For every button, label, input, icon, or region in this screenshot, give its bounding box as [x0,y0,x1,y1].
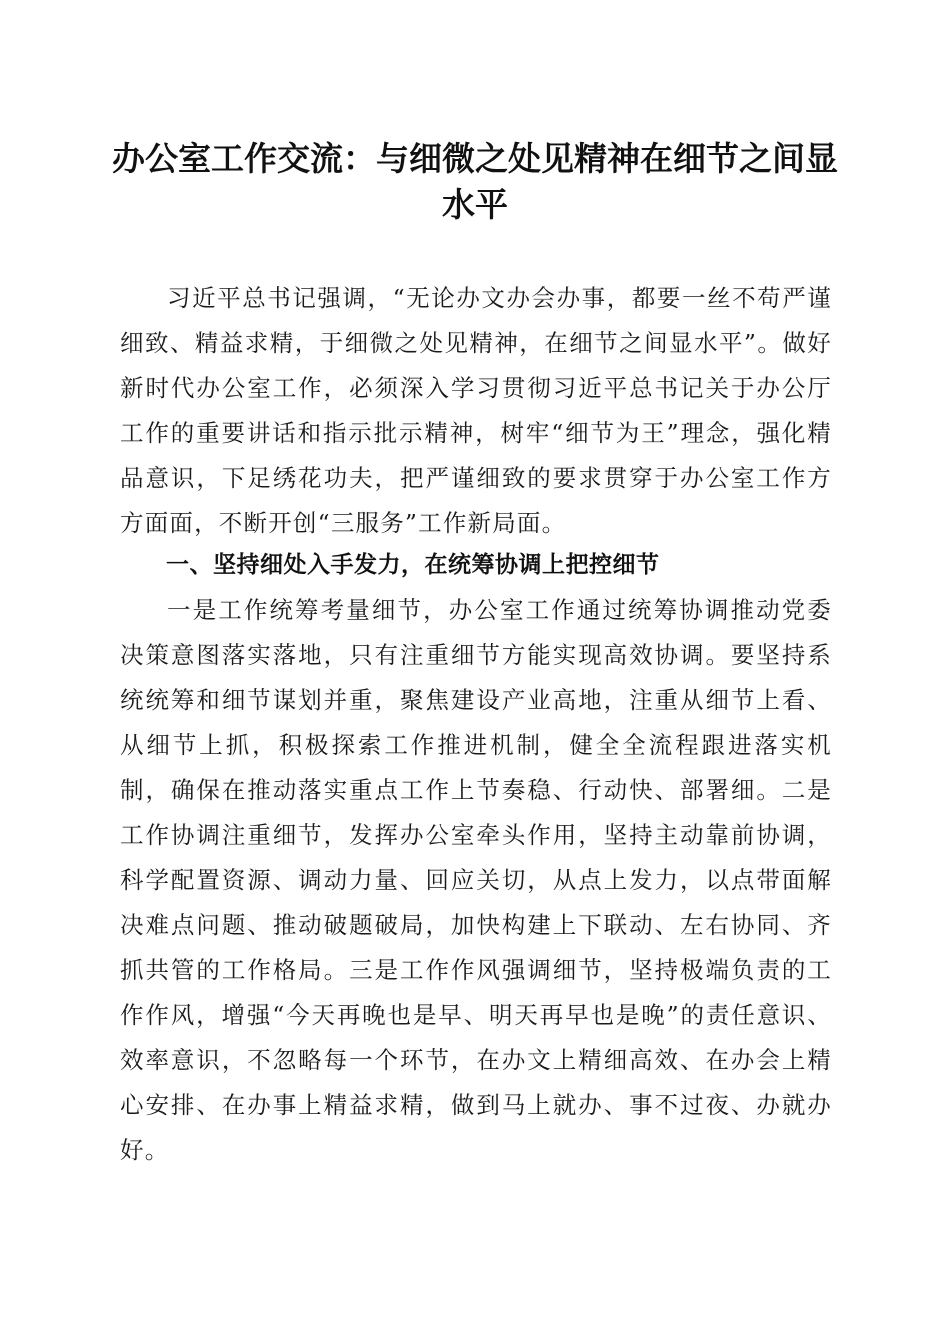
document-title: 办公室工作交流：与细微之处见精神在细节之间显水平 [112,139,838,224]
section-paragraph: 一是工作统筹考量细节，办公室工作通过统筹协调推动党委决策意图落实落地，只有注重细节方能实现高效协调。要坚持系统统筹和细节谋划并重，聚焦建设产业高地，注重从细节上看、从细节上抓，积极探索工作推进机制，健全全流程跟进落实机制，确保在推动落实重点工作上节奏稳、行动快、部署细。二是工作协调注重细节，发挥办公室牵头作用，坚持主动靠前协调，科学配置资源、调动力量、回应关切，从点上发力，以点带面解决难点问题、推动破题破局，加快构建上下联动、左右协同、齐抓共管的工作格局。三是工作作风强调细节，坚持极端负责的工作作风，增强“今天再晚也是早、明天再早也是晚”的责任意识、效率意识，不忽略每一个环节，在办文上精细高效、在办会上精心安排、在办事上精益求精，做到马上就办、事不过夜、办就办好。 [120,596,832,1164]
intro-paragraph: 习近平总书记强调，“无论办文办会办事，都要一丝不苟严谨细致、精益求精，于细微之处见精神，在细节之间显水平”。做好新时代办公室工作，必须深入学习贯彻习近平总书记关于办公厅工作的重要讲话和指示批示精神，树牢“细节为王”理念，强化精品意识，下足绣花功夫，把严谨细致的要求贯穿于办公室工作方方面面，不断开创“三服务”工作新局面。 [120,284,832,537]
section-heading: 一、坚持细处入手发力，在统筹协调上把控细节 [166,552,660,578]
